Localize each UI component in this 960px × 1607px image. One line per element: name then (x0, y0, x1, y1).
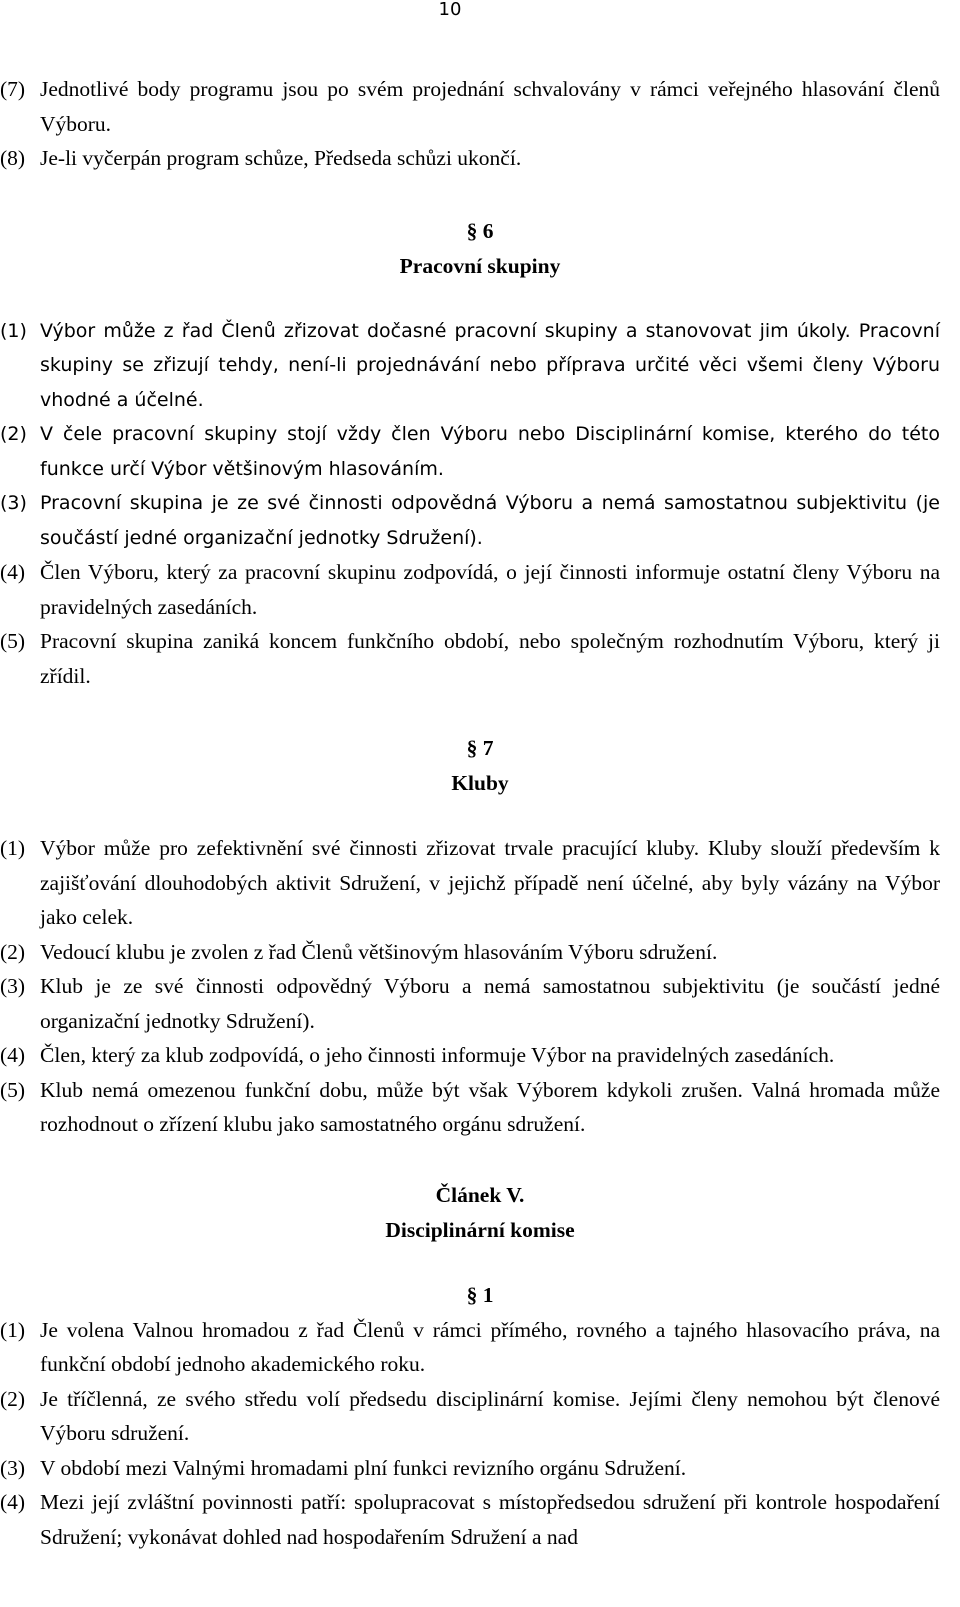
paragraph (0, 935, 940, 970)
paragraph (0, 1485, 940, 1554)
paragraph-number: (8) (0, 146, 26, 170)
paragraph-number: (7) (0, 77, 26, 101)
paragraph-text: Klub nemá omezenou funkční dobu, může být však Výborem kdykoli zrušen. Valná hromada může rozhodnout o zřízení klubu jako samostatného orgánu sdružení. (40, 1077, 940, 1136)
paragraph-number: (5) (0, 629, 26, 653)
paragraph-number: (1) (0, 319, 27, 342)
paragraph (0, 1451, 940, 1486)
paragraph-text: Výbor může z řad Členů zřizovat dočasné pracovní skupiny a stanovovat jim úkoly. Pracovní skupiny se zřizují tehdy, není-li projednávání nebo příprava určité věci všemi členy Výboru vhodné a účelné. (40, 319, 940, 411)
section-heading-1 (0, 1278, 960, 1313)
section-number: 1 (482, 1282, 494, 1307)
paragraph-text: Je volena Valnou hromadou z řad Členů v rámci přímého, rovného a tajného hlasovacího práva, na funkční období jednoho akademického roku. (40, 1317, 940, 1376)
paragraph (0, 314, 940, 418)
paragraph-number: (2) (0, 1386, 26, 1411)
paragraph-number: (1) (0, 836, 26, 860)
paragraph-text: Je-li vyčerpán program schůze, Předseda schůzi ukončí. (40, 146, 522, 170)
paragraph-text: V období mezi Valnými hromadami plní funkci revizního orgánu Sdružení. (40, 1455, 687, 1480)
document-body (0, 72, 960, 1554)
section-mark: § (466, 736, 478, 760)
paragraph-text: Člen, který za klub zodpovídá, o jeho činnosti informuje Výbor na pravidelných zasedáních. (40, 1043, 835, 1067)
paragraph (0, 141, 940, 176)
paragraph-text: Pracovní skupina zaniká koncem funkčního období, nebo společným rozhodnutím Výboru, který ji zřídil. (40, 629, 940, 688)
section-heading-7 (0, 731, 960, 766)
page-number: 10 (438, 0, 462, 20)
paragraph-number: (3) (0, 974, 26, 998)
paragraph (0, 555, 940, 624)
section-number: 6 (482, 218, 494, 243)
section-title-7: Kluby (451, 771, 509, 795)
paragraph (0, 417, 940, 486)
paragraph (0, 486, 940, 555)
paragraph (0, 1038, 940, 1073)
paragraph (0, 72, 940, 141)
paragraph-number: (2) (0, 423, 27, 445)
paragraph-text: Člen Výboru, který za pracovní skupinu zodpovídá, o její činnosti informuje ostatní členy Výboru na pravidelných zasedáních. (40, 560, 940, 619)
article-title: Disciplinární komise (385, 1217, 575, 1242)
section-heading-6 (0, 214, 960, 249)
section-number: 7 (482, 736, 494, 760)
section-mark: § (466, 1282, 478, 1307)
paragraph-number: (4) (0, 1490, 26, 1514)
paragraph-number: (4) (0, 1043, 26, 1067)
paragraph-text: Klub je ze své činnosti odpovědný Výboru a nemá samostatnou subjektivitu (je součástí jedné organizační jednotky Sdružení). (40, 974, 940, 1033)
article-label: Článek V. (435, 1182, 525, 1207)
paragraph-number: (4) (0, 560, 26, 584)
paragraph-number: (3) (0, 1455, 26, 1480)
paragraph (0, 969, 940, 1038)
paragraph-number: (2) (0, 939, 26, 964)
paragraph-text: Jednotlivé body programu jsou po svém projednání schvalovány v rámci veřejného hlasování členů Výboru. (40, 77, 940, 136)
paragraph (0, 1382, 940, 1451)
paragraph-text: Vedoucí klubu je zvolen z řad Členů většinovým hlasováním Výboru sdružení. (40, 939, 718, 964)
paragraph-number: (5) (0, 1077, 26, 1102)
paragraph-text: Výbor může pro zefektivnění své činnosti zřizovat trvale pracující kluby. Kluby slouží především k zajišťování dlouhodobých aktivit Sdružení, v jejichž případě není účelné, aby byly vázány na Výbor jako celek. (40, 836, 940, 929)
paragraph-text: V čele pracovní skupiny stojí vždy člen Výboru nebo Disciplinární komise, kterého do této funkce určí Výbor většinovým hlasováním. (40, 423, 940, 480)
paragraph (0, 624, 940, 693)
section-mark: § (466, 218, 478, 243)
paragraph (0, 1073, 940, 1142)
paragraph-text: Mezi její zvláštní povinnosti patří: spolupracovat s místopředsedou sdružení při kontrole hospodaření Sdružení; vykonávat dohled nad hospodařením Sdružení a nad (40, 1490, 940, 1549)
section-title-6: Pracovní skupiny (399, 253, 561, 278)
paragraph-text: Pracovní skupina je ze své činnosti odpovědná Výboru a nemá samostatnou subjektivitu (je součástí jedné organizační jednotky Sdružení). (40, 492, 940, 549)
paragraph (0, 1313, 940, 1382)
paragraph (0, 831, 940, 935)
paragraph-number: (3) (0, 492, 27, 514)
paragraph-number: (1) (0, 1317, 26, 1342)
paragraph-text: Je tříčlenná, ze svého středu volí předsedu disciplinární komise. Jejími členy nemohou být členové Výboru sdružení. (40, 1386, 940, 1445)
